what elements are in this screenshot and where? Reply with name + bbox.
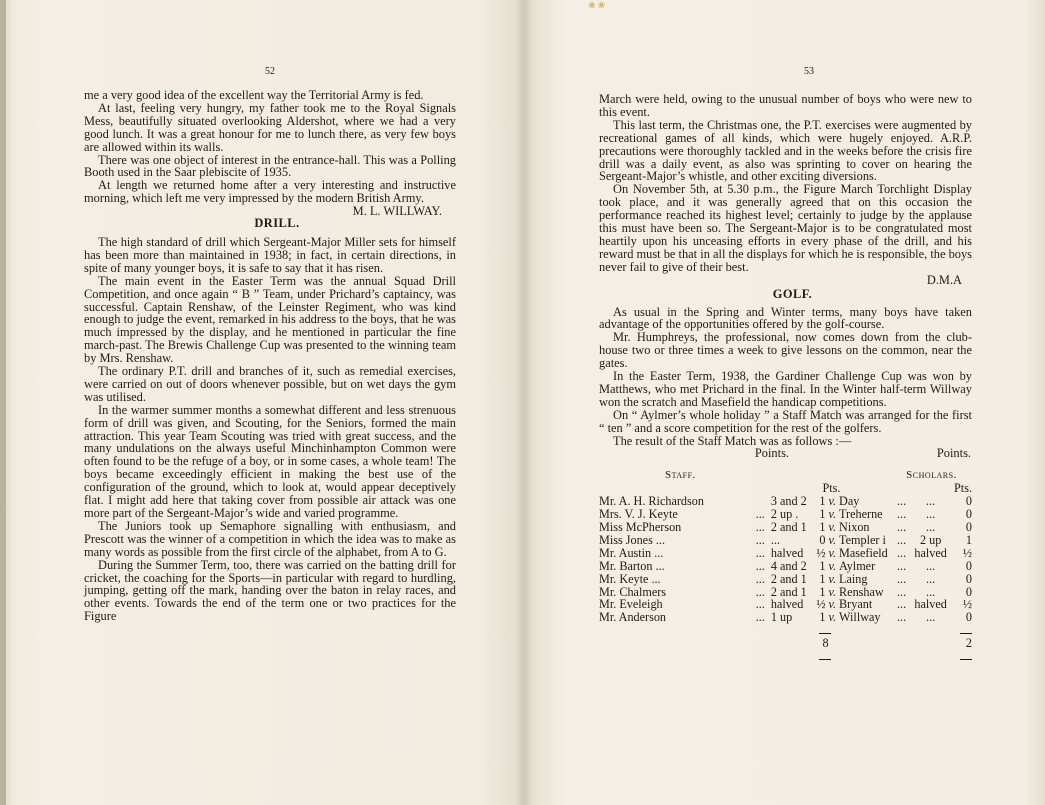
scholar-points: 0 [965,507,972,522]
paragraph: me a very good idea of the excellent way the Territorial Army is fed. [84,88,424,102]
points-label-right: Points. [936,446,971,461]
scholar-points: 0 [965,584,972,599]
scholars-column-label: Scholars. [906,469,957,482]
staff-points: 1 [819,507,826,522]
scholar-dots: ... [896,520,907,534]
staff-points: 1 [819,610,826,625]
staff-result: 2 and 1 [770,584,807,599]
paragraph: The Juniors took up Semaphore signalling with enthusiasm, and Prescott was the winner of a competition in which the idea was to make as many words as possible from the first circle of the alphabet, from A to G. [84,518,456,559]
scholar-points: 0 [965,610,972,625]
staff-dots: ... [755,520,765,534]
staff-name: Mr. A. H. Richardson [599,494,704,509]
versus-label: v. [828,520,837,534]
points-label-left: Points. [754,446,789,461]
paragraph: In the warmer summer months a somewhat different and less strenuous form of drill was given, and Scouting, for the Seniors, formed the main attraction. This year Team Scouting was tried with great success, and the many undulations on the always useful Minchinhampton Common were often found to be the refuge of a boy, or in some cases, a whole team! The boys became exceedingly efficient in making the best use of the configuration of the ground, which to look at, would appear deceptively flat. I might add here that taking cover from possible air attack was one more part of the Sergeant-Major’s wide and varied programme. [84,402,456,520]
pts-label-right: Pts. [954,481,972,496]
table-header-row [599,468,972,482]
right-page [524,0,1045,805]
scholar-points: 1 [965,532,972,547]
scholar-points: 0 [965,571,972,586]
scholar-name: Day [839,494,860,509]
right-page-text [599,93,972,663]
staff-points: 1 [819,494,826,509]
paragraph: On “ Aylmer’s whole holiday ” a Staff Match was arranged for the first “ ten ” and a score competition for the rest of the golfers. [599,407,972,435]
scholar-match-result: halved [914,545,947,560]
left-page-text [84,89,456,623]
staff-result: ... [770,532,780,547]
scholar-dots-2: ... [926,520,936,534]
totals-row [599,637,972,650]
scholar-dots-2: ... [926,494,936,509]
total-scholars: 2 [965,636,972,651]
paragraph: March were held, owing to the unusual number of boys who were new to this event. [599,92,972,119]
staff-name: Mr. Anderson [599,610,667,625]
versus-label: v. [828,584,837,599]
staff-dots: ... [755,584,765,599]
staff-points: ½ [816,545,826,560]
staff-name: Miss McPherson [599,520,682,534]
paragraph: On November 5th, at 5.30 p.m., the Figure March Torchlight Display took place, and it was generally agreed that on this occasion the performance reached its highest level; certainly to judge by the applause this must have been so. The Sergeant-Major is to be congratulated most heartily upon his unceasing efforts in every phase of the drill, and his reward must be that in all the displays for which he is responsible, the boys never fail to give of their best. [599,182,972,274]
scholar-result [912,611,949,624]
staff-dots: ... [755,571,765,586]
table-row [599,611,972,624]
author-signature: M. L. WILLWAY. [352,204,442,219]
scholar-dots-2: ... [926,610,936,625]
scholar-name: Masefield [839,545,888,560]
versus-label: v. [828,494,837,509]
staff-result: 2 up . [770,507,799,522]
author-signature: D.M.A [926,272,962,287]
ink-stain: ❀ ❀ [588,0,606,10]
scholar-name: Nixon [839,520,870,534]
staff-points: 1 [819,584,826,599]
scholar-dots-2: ... [926,507,936,522]
staff-points: ½ [816,597,826,612]
points-and-opponent [814,611,891,624]
staff-points: 0 [819,532,826,547]
staff-dots: ... [755,597,765,612]
versus-label: v. [828,507,837,522]
staff-points: 1 [819,558,826,573]
staff-result: 2 and 1 [770,571,807,586]
page-number: 52 [265,66,275,77]
points-header [599,447,972,460]
scholar-points: ½ [962,597,972,612]
total-staff: 8 [822,636,829,651]
scholar-name: Renshaw [839,584,884,599]
staff-points: 1 [819,571,826,586]
paragraph: The main event in the Easter Term was the annual Squad Drill Competition, and once again “ B ” Team, under Prichard’s captaincy, was successful. Captain Renshaw, of the Leinster Regiment, who was kind enough to judge the event, remarked in his address to the boys, that he was much impressed by the display, and he mentioned in particular the fine march-past. The Brewis Challenge Cup was presented to the winning team by Mrs. Renshaw. [84,273,456,366]
page-number: 53 [804,66,814,77]
staff-dots: ... [755,610,765,625]
scholar-dots-2: ... [926,571,936,586]
staff-dots: ... [755,558,765,573]
scholar-dots: ... [896,584,907,599]
scholar-points: 0 [965,520,972,534]
scholar-dots-2: ... [926,558,936,573]
staff-name: Mr. Keyte ... [599,571,661,586]
totals-rule-row [599,650,972,663]
versus-label: v. [828,610,837,625]
rule-line [819,659,831,660]
paragraph: At length we returned home after a very interesting and instructive morning, which left me very impressed by the modern British Army. [84,178,456,206]
paragraph: The result of the Staff Match was as follows :— [613,433,852,448]
staff-name: Mr. Eveleigh [599,597,663,612]
page-edge [0,0,6,805]
scholar-dots: ... [896,507,907,522]
scholar-name: Treherne [839,507,883,522]
staff-column-label: Staff. [665,469,696,482]
versus-label: v. [828,597,837,612]
scholar-points: 0 [965,558,972,573]
rule-line [960,659,972,660]
staff-result: halved [770,597,804,612]
staff-dots: ... [755,507,765,522]
versus-label: v. [828,558,837,573]
paragraph: The ordinary P.T. drill and branches of it, such as remedial exercises, were carried on out of doors whenever possible, but on wet days the gym was utilised. [84,364,456,404]
scholar-dots: ... [896,545,907,560]
staff-result: halved [770,545,804,560]
paragraph: In the Easter Term, 1938, the Gardiner Challenge Cup was won by Matthews, who met Prichard in the final. In the Winter half-term Willway won the scratch and Masefield the handicap competitions. [599,369,972,409]
paragraph: The high standard of drill which Sergeant-Major Miller sets for himself has been more than maintained in 1938; in fact, in certain directions, in spite of many younger boys, it is safe to say that it has risen. [84,234,456,275]
section-heading: DRILL. [254,216,300,231]
table-row [599,573,972,586]
paragraph: Mr. Humphreys, the professional, now comes down from the club-house two or three times a week to give lessons on the common, near the gates. [599,330,972,371]
rule-line [960,633,972,634]
scholar-match-result: 2 up [919,532,942,547]
scholar-name: Willway [839,610,881,625]
rule-line [819,633,831,634]
scholar-points: 0 [965,494,972,509]
staff-dots: ... [755,545,765,560]
scholar-name: Aylmer [839,558,876,573]
paragraph: During the Summer Term, too, there was carried on the batting drill for cricket, the coaching for the Sports—in particular with regard to hurdling, jumping, getting off the mark, handing over the baton in relay races, and other events. Towards the end of the term one or two practices for the Figure [84,557,456,624]
section-heading: GOLF. [772,286,813,301]
staff-result: 1 up [770,610,793,625]
pts-label-left: Pts. [822,481,841,496]
scholar-name: Templer i [839,532,886,547]
scholar-dots: ... [896,610,907,625]
staff-result: 2 and 1 [770,520,807,534]
scholar-dots: ... [896,494,907,509]
staff-points: 1 [819,520,826,534]
paragraph: There was one object of interest in the entrance-hall. This was a Polling Booth used in the Saar plebiscite of 1935. [84,152,456,180]
staff-name: Mrs. V. J. Keyte [599,507,678,522]
scholar-dots: ... [896,532,907,547]
table-row [599,521,972,534]
paragraph: As usual in the Spring and Winter terms, many boys have taken advantage of the opportunities offered by the golf-course. [599,304,972,332]
staff-result: 3 and 2 [770,494,807,509]
staff-name: Mr. Chalmers [599,584,667,599]
totals-rule-row [599,624,972,637]
table-row [599,547,972,560]
versus-label: v. [828,532,837,547]
paragraph: This last term, the Christmas one, the P.T. exercises were augmented by recreational games of all kinds, which were hugely enjoyed. A.R.P. precautions were thoroughly tackled and in the weeks before the crisis fire drill was a daily event, as also was sprinting to cover on hearing the Sergeant-Major’s whistle, and other exciting diversions. [599,117,972,184]
paragraph: At last, feeling very hungry, my father took me to the Royal Signals Mess, beautifully situated overlooking Aldershot, where we had a very good lunch. It was a great honour for me to lunch there, as very few boys are allowed within its walls. [84,100,456,154]
scholar-dots: ... [896,571,907,586]
versus-label: v. [828,571,837,586]
scholar-points: ½ [962,545,972,560]
scholar-dots-2: ... [926,584,936,599]
scholar-dots: ... [896,597,907,612]
staff-name: Mr. Barton ... [599,558,665,573]
scholar-name: Bryant [839,597,873,612]
scholar-match-result: halved [914,597,947,612]
versus-label: v. [828,545,837,560]
staff-name: Mr. Austin ... [599,545,664,560]
table-row [599,560,972,573]
staff-dots: ... [755,532,765,547]
scholar-dots: ... [896,558,907,573]
scholar-name: Laing [839,571,868,586]
staff-result: 4 and 2 [770,558,807,573]
staff-name: Miss Jones ... [599,532,666,547]
staff-match-table [599,468,972,663]
